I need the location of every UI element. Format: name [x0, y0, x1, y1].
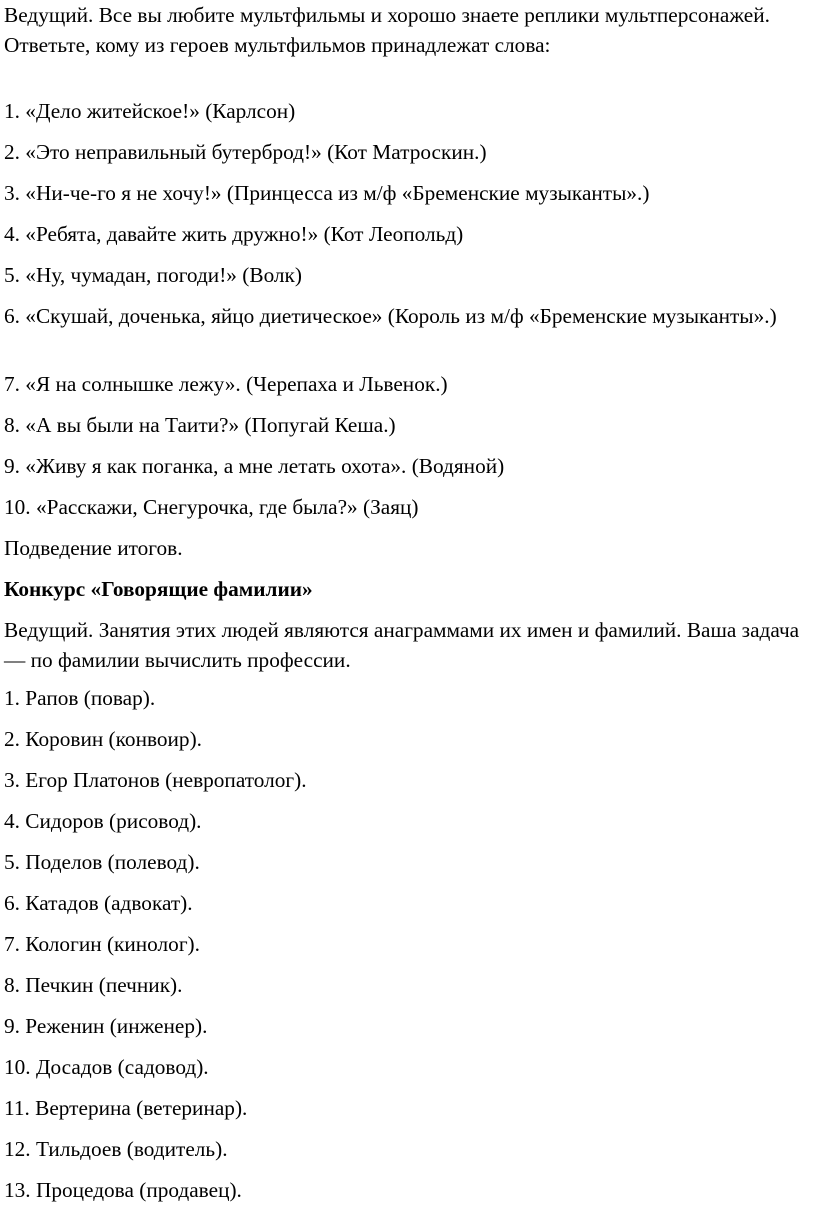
section-heading: Конкурс «Говорящие фамилии»	[4, 577, 313, 601]
surname-item-11: 11. Вертерина (ветеринар).	[4, 1096, 248, 1120]
surname-item-12: 12. Тильдоев (водитель).	[4, 1137, 228, 1161]
surname-item-5: 5. Поделов (полевод).	[4, 850, 200, 874]
surname-item-7: 7. Кологин (кинолог).	[4, 932, 200, 956]
surname-item-3: 3. Егор Платонов (невропатолог).	[4, 768, 307, 792]
intro-paragraph-1: Ведущий. Все вы любите мультфильмы и хорошо знаете реплики мультперсонажей. Ответьте, кому из героев мультфильмов принадлежат слова:	[4, 3, 770, 57]
surname-item-13: 13. Процедова (продавец).	[4, 1178, 242, 1202]
intro-paragraph-2: Ведущий. Занятия этих людей являются анаграммами их имен и фамилий. Ваша задача — по фамилии вычислить профессии.	[4, 618, 800, 672]
surname-item-6: 6. Катадов (адвокат).	[4, 891, 193, 915]
quote-item-4: 4. «Ребята, давайте жить дружно!» (Кот Леопольд)	[4, 222, 464, 246]
surname-item-10: 10. Досадов (садовод).	[4, 1055, 209, 1079]
surname-item-8: 8. Печкин (печник).	[4, 973, 183, 997]
surname-item-4: 4. Сидоров (рисовод).	[4, 809, 202, 833]
quote-item-7: 7. «Я на солнышке лежу». (Черепаха и Львенок.)	[4, 372, 448, 396]
quote-item-1: 1. «Дело житейское!» (Карлсон)	[4, 99, 296, 123]
surname-item-1: 1. Рапов (повар).	[4, 686, 156, 710]
surname-item-2: 2. Коровин (конвоир).	[4, 727, 202, 751]
quote-item-10: 10. «Расскажи, Снегурочка, где была?» (Заяц)	[4, 495, 419, 519]
summary-line: Подведение итогов.	[4, 536, 183, 560]
quote-item-6: 6. «Скушай, доченька, яйцо диетическое» (Король из м/ф «Бременские музыканты».)	[4, 304, 777, 328]
quote-item-3: 3. «Ни-че-го я не хочу!» (Принцесса из м/ф «Бременские музыканты».)	[4, 181, 650, 205]
quote-item-2: 2. «Это неправильный бутерброд!» (Кот Матроскин.)	[4, 140, 487, 164]
surname-item-9: 9. Реженин (инженер).	[4, 1014, 208, 1038]
quote-item-8: 8. «А вы были на Таити?» (Попугай Кеша.)	[4, 413, 396, 437]
quote-item-9: 9. «Живу я как поганка, а мне летать охота». (Водяной)	[4, 454, 505, 478]
quote-item-5: 5. «Ну, чумадан, погоди!» (Волк)	[4, 263, 302, 287]
